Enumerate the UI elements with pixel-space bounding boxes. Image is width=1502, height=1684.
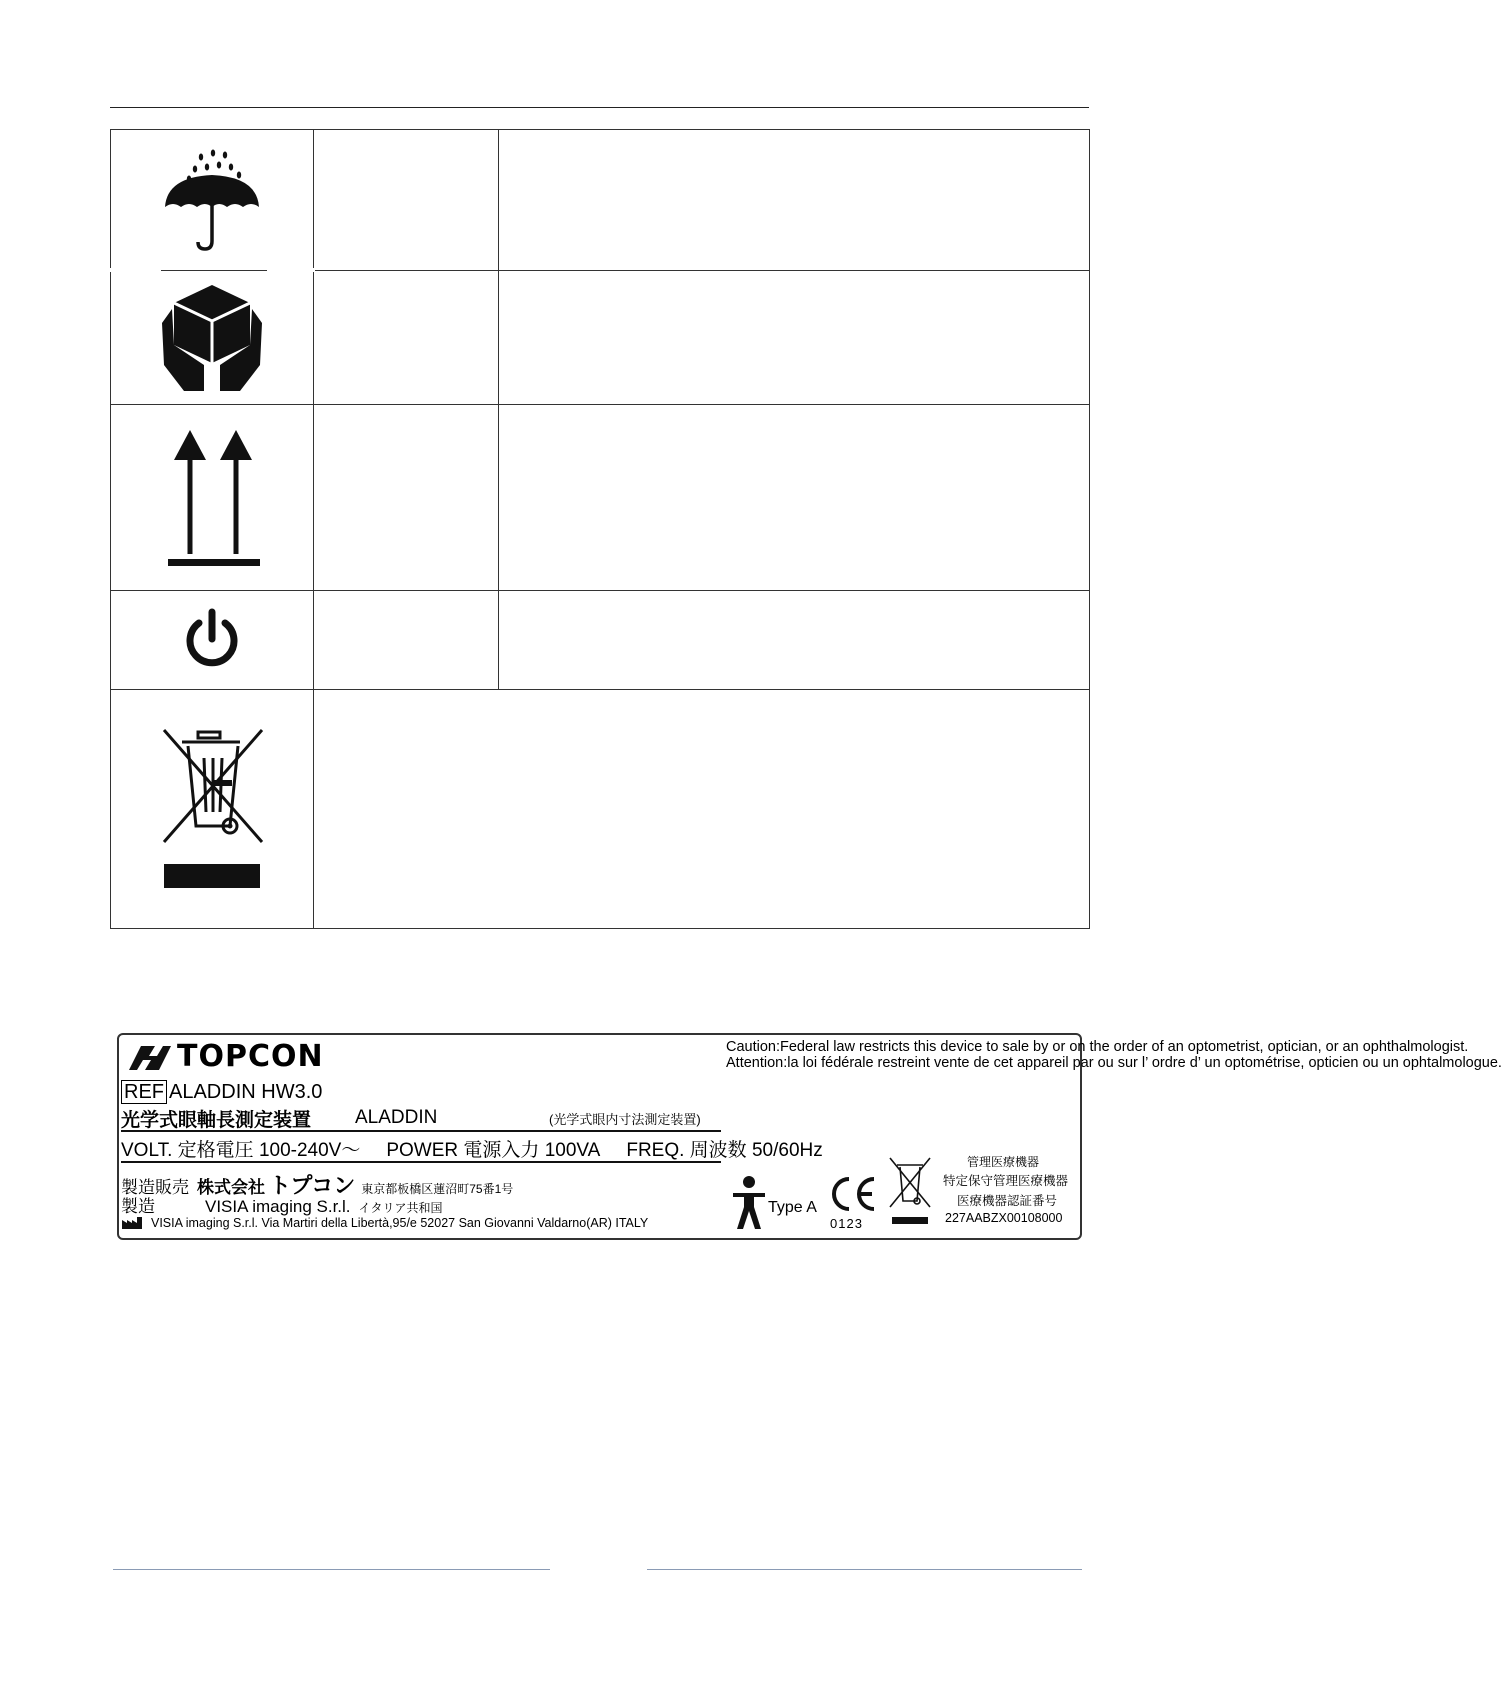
weee-disposal-icon bbox=[152, 722, 272, 897]
manufacturer-line-2 bbox=[121, 1192, 443, 1217]
mfr-company: VISIA imaging S.r.l. bbox=[205, 1197, 351, 1216]
ref-tag: REF bbox=[121, 1080, 167, 1104]
icon-cell bbox=[111, 130, 314, 271]
spec-power: POWER 電源入力 100VA bbox=[386, 1140, 601, 1161]
header-rule bbox=[110, 107, 1089, 108]
table-row bbox=[111, 591, 1090, 690]
icon-cell bbox=[111, 690, 314, 929]
caution-text bbox=[726, 1039, 1502, 1071]
brand bbox=[127, 1039, 324, 1074]
type-a-person-icon bbox=[731, 1175, 767, 1231]
jp-product-sub: (光学式眼内寸法測定装置) bbox=[549, 1112, 701, 1127]
ref-value: ALADDIN HW3.0 bbox=[169, 1081, 323, 1103]
mfr-full-address: VISIA imaging S.r.l. Via Martiri della Libertà,95/e 52027 San Giovanni Valdarno(AR) ITALY bbox=[151, 1216, 649, 1230]
mfr-role: 製造 bbox=[121, 1197, 155, 1216]
caution-fr: Attention:la loi fédérale restreint vente de cet appareil par ou sur l’ ordre d’ un optométrise, opticien ou un ophtalmologue. bbox=[726, 1055, 1502, 1071]
table-row bbox=[111, 405, 1090, 591]
icon-cell bbox=[111, 405, 314, 591]
mfr-address: 東京都板橋区蓮沼町75番1号 bbox=[361, 1182, 514, 1196]
topcon-logo-icon bbox=[127, 1042, 173, 1072]
footer-rule-left bbox=[113, 1569, 550, 1570]
brand-name: TOPCON bbox=[177, 1039, 324, 1074]
jp-cert-label: 医療機器認証番号 bbox=[957, 1194, 1058, 1208]
spec-line bbox=[121, 1135, 849, 1162]
this-way-up-icon bbox=[162, 428, 262, 568]
ce-number: 0123 bbox=[830, 1216, 863, 1231]
handle-with-care-icon bbox=[160, 283, 264, 393]
power-icon bbox=[182, 607, 242, 673]
jp-class-1: 管理医療機器 bbox=[967, 1155, 1040, 1169]
mfr-logo-jp: トプコン bbox=[269, 1174, 356, 1199]
keep-dry-icon bbox=[157, 145, 267, 255]
icon-cell bbox=[111, 591, 314, 690]
label-divider bbox=[121, 1161, 721, 1163]
spec-freq: FREQ. 周波数 50/60Hz bbox=[626, 1140, 823, 1161]
mfr-company: 株式会社 bbox=[197, 1178, 265, 1197]
icon-cell bbox=[111, 271, 314, 405]
table-row bbox=[111, 130, 1090, 271]
jp-class-2: 特定保守管理医療機器 bbox=[943, 1174, 1069, 1188]
label-divider bbox=[121, 1130, 721, 1132]
spec-volt: VOLT. 定格電圧 100-240V〜 bbox=[121, 1140, 361, 1161]
manufacturer-icon bbox=[121, 1216, 143, 1230]
mfr-country: イタリア共和国 bbox=[358, 1201, 443, 1215]
jp-product-name: 光学式眼軸長測定装置 bbox=[121, 1110, 312, 1131]
symbol-table bbox=[110, 129, 1090, 929]
table-row bbox=[111, 271, 1090, 405]
caution-en: Caution:Federal law restricts this device to sale by or on the order of an optometrist, optician, or an ophthalmologist. bbox=[726, 1039, 1469, 1055]
manufacturer-line-3 bbox=[121, 1216, 648, 1230]
model-name: ALADDIN bbox=[355, 1107, 438, 1128]
mfr-role: 製造販売 bbox=[121, 1178, 189, 1197]
product-label bbox=[117, 1033, 1502, 1240]
type-label: Type A bbox=[768, 1199, 817, 1216]
table-row bbox=[111, 690, 1090, 929]
jp-cert-number: 227AABZX00108000 bbox=[945, 1211, 1063, 1225]
footer-rule-right bbox=[647, 1569, 1082, 1570]
weee-disposal-icon bbox=[887, 1155, 933, 1229]
ref-line bbox=[121, 1081, 322, 1104]
ce-mark-icon bbox=[827, 1175, 877, 1213]
